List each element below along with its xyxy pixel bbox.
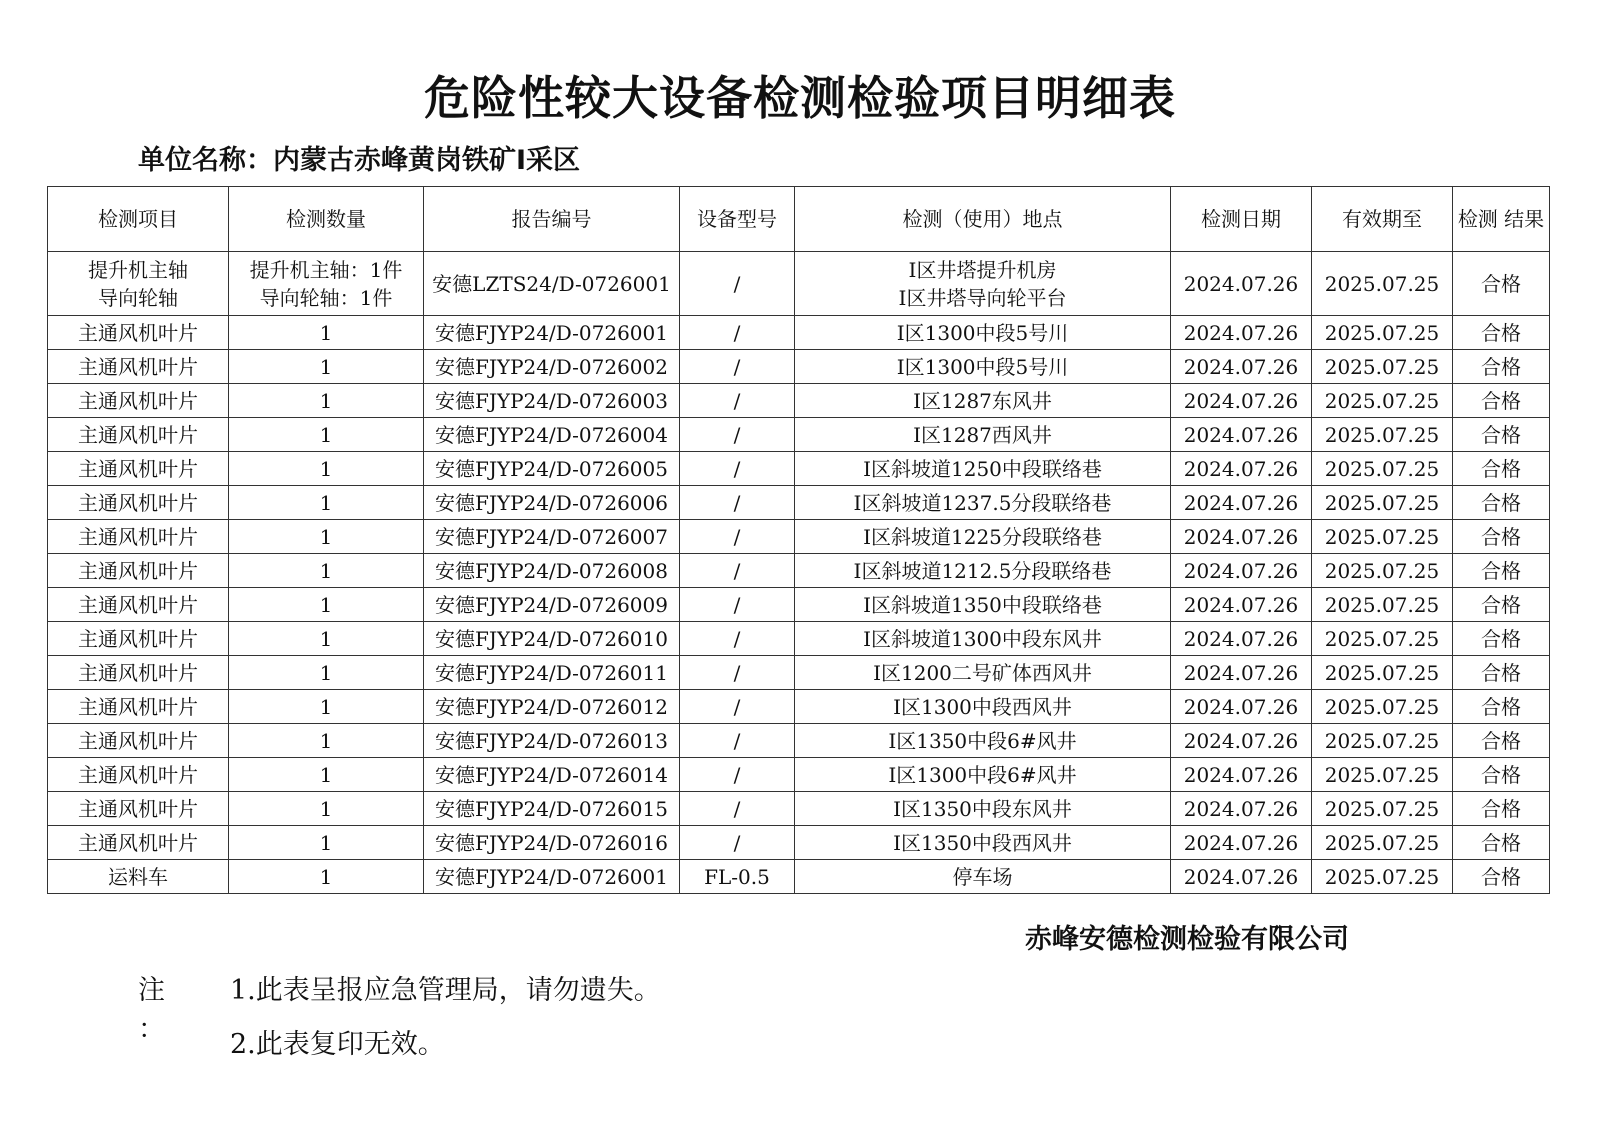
cell-item-line: 导向轮轴 — [98, 285, 178, 310]
cell-result: 合格 — [1453, 690, 1550, 724]
cell-quantity: 1 — [229, 792, 424, 826]
cell-model: / — [680, 724, 795, 758]
header-item: 检测项目 — [48, 187, 229, 252]
notes-label: 注 ： — [138, 975, 171, 1045]
cell-location — [795, 252, 1171, 316]
cell-location: Ⅰ区1350中段6#风井 — [795, 724, 1171, 758]
cell-date: 2024.07.26 — [1171, 384, 1312, 418]
cell-valid-until: 2025.07.25 — [1312, 350, 1453, 384]
cell-quantity-line: 导向轮轴：1件 — [259, 285, 393, 310]
cell-location: Ⅰ区1300中段西风井 — [795, 690, 1171, 724]
cell-quantity: 1 — [229, 520, 424, 554]
table-row — [48, 350, 1550, 384]
cell-model: / — [680, 252, 795, 316]
table-row — [48, 418, 1550, 452]
cell-report-number: 安德FJYP24/D-0726012 — [424, 690, 680, 724]
cell-location: Ⅰ区斜坡道1350中段联络巷 — [795, 588, 1171, 622]
cell-result: 合格 — [1453, 452, 1550, 486]
cell-date: 2024.07.26 — [1171, 452, 1312, 486]
cell-valid-until: 2025.07.25 — [1312, 384, 1453, 418]
cell-item: 主通风机叶片 — [48, 792, 229, 826]
cell-report-number: 安德FJYP24/D-0726014 — [424, 758, 680, 792]
table-row — [48, 860, 1550, 894]
table-row — [48, 520, 1550, 554]
cell-model: / — [680, 350, 795, 384]
cell-location: Ⅰ区1300中段6#风井 — [795, 758, 1171, 792]
cell-item: 主通风机叶片 — [48, 826, 229, 860]
cell-quantity: 1 — [229, 826, 424, 860]
cell-result: 合格 — [1453, 554, 1550, 588]
cell-report-number: 安德FJYP24/D-0726011 — [424, 656, 680, 690]
cell-item: 主通风机叶片 — [48, 690, 229, 724]
cell-result: 合格 — [1453, 486, 1550, 520]
cell-valid-until: 2025.07.25 — [1312, 316, 1453, 350]
cell-item: 运料车 — [48, 860, 229, 894]
cell-model: / — [680, 520, 795, 554]
table-row — [48, 588, 1550, 622]
cell-item: 主通风机叶片 — [48, 758, 229, 792]
cell-result: 合格 — [1453, 622, 1550, 656]
cell-location: Ⅰ区1300中段5号川 — [795, 316, 1171, 350]
cell-date: 2024.07.26 — [1171, 792, 1312, 826]
cell-report-number: 安德LZTS24/D-0726001 — [424, 252, 680, 316]
header-location: 检测（使用）地点 — [795, 187, 1171, 252]
cell-report-number: 安德FJYP24/D-0726001 — [424, 316, 680, 350]
cell-valid-until: 2025.07.25 — [1312, 826, 1453, 860]
header-result — [1453, 187, 1550, 252]
cell-result: 合格 — [1453, 860, 1550, 894]
cell-item — [48, 252, 229, 316]
cell-item: 主通风机叶片 — [48, 656, 229, 690]
table-row — [48, 486, 1550, 520]
table-row — [48, 724, 1550, 758]
cell-model: / — [680, 316, 795, 350]
cell-location: Ⅰ区1350中段西风井 — [795, 826, 1171, 860]
table-row — [48, 384, 1550, 418]
cell-location: Ⅰ区斜坡道1212.5分段联络巷 — [795, 554, 1171, 588]
table-row — [48, 452, 1550, 486]
cell-model: / — [680, 452, 795, 486]
cell-valid-until: 2025.07.25 — [1312, 486, 1453, 520]
cell-report-number: 安德FJYP24/D-0726001 — [424, 860, 680, 894]
table-row — [48, 316, 1550, 350]
cell-result: 合格 — [1453, 520, 1550, 554]
cell-quantity: 1 — [229, 724, 424, 758]
cell-report-number: 安德FJYP24/D-0726003 — [424, 384, 680, 418]
cell-item: 主通风机叶片 — [48, 452, 229, 486]
cell-quantity-line: 提升机主轴：1件 — [249, 257, 403, 282]
cell-model: / — [680, 588, 795, 622]
cell-report-number: 安德FJYP24/D-0726004 — [424, 418, 680, 452]
cell-model: FL-0.5 — [680, 860, 795, 894]
cell-item: 主通风机叶片 — [48, 384, 229, 418]
cell-valid-until: 2025.07.25 — [1312, 520, 1453, 554]
cell-location: Ⅰ区斜坡道1300中段东风井 — [795, 622, 1171, 656]
header-report-number: 报告编号 — [424, 187, 680, 252]
cell-result: 合格 — [1453, 316, 1550, 350]
cell-quantity: 1 — [229, 860, 424, 894]
cell-valid-until: 2025.07.25 — [1312, 622, 1453, 656]
cell-model: / — [680, 656, 795, 690]
cell-location: Ⅰ区1200二号矿体西风井 — [795, 656, 1171, 690]
cell-location-line: Ⅰ区井塔提升机房 — [908, 257, 1057, 282]
cell-location: 停车场 — [795, 860, 1171, 894]
cell-report-number: 安德FJYP24/D-0726010 — [424, 622, 680, 656]
cell-result: 合格 — [1453, 792, 1550, 826]
cell-quantity: 1 — [229, 758, 424, 792]
cell-location: Ⅰ区1287西风井 — [795, 418, 1171, 452]
cell-date: 2024.07.26 — [1171, 724, 1312, 758]
cell-date: 2024.07.26 — [1171, 656, 1312, 690]
cell-valid-until: 2025.07.25 — [1312, 690, 1453, 724]
table-row — [48, 252, 1550, 316]
cell-valid-until: 2025.07.25 — [1312, 588, 1453, 622]
cell-date: 2024.07.26 — [1171, 758, 1312, 792]
cell-quantity: 1 — [229, 622, 424, 656]
cell-result: 合格 — [1453, 724, 1550, 758]
cell-valid-until: 2025.07.25 — [1312, 418, 1453, 452]
cell-model: / — [680, 486, 795, 520]
table-row — [48, 656, 1550, 690]
header-date: 检测日期 — [1171, 187, 1312, 252]
inspection-table — [47, 186, 1550, 894]
cell-valid-until: 2025.07.25 — [1312, 554, 1453, 588]
cell-quantity: 1 — [229, 588, 424, 622]
cell-quantity: 1 — [229, 316, 424, 350]
cell-quantity: 1 — [229, 452, 424, 486]
cell-report-number: 安德FJYP24/D-0726013 — [424, 724, 680, 758]
cell-item: 主通风机叶片 — [48, 588, 229, 622]
header-quantity: 检测数量 — [229, 187, 424, 252]
cell-valid-until: 2025.07.25 — [1312, 252, 1453, 316]
page-title: 危险性较大设备检测检验项目明细表 — [424, 71, 1176, 125]
cell-location: Ⅰ区1300中段5号川 — [795, 350, 1171, 384]
cell-item: 主通风机叶片 — [48, 520, 229, 554]
cell-model: / — [680, 384, 795, 418]
cell-result: 合格 — [1453, 384, 1550, 418]
cell-quantity: 1 — [229, 554, 424, 588]
cell-model: / — [680, 758, 795, 792]
header-valid-until: 有效期至 — [1312, 187, 1453, 252]
cell-item: 主通风机叶片 — [48, 724, 229, 758]
unit-name-line: 单位名称：内蒙古赤峰黄岗铁矿Ⅰ采区 — [138, 145, 581, 176]
cell-date: 2024.07.26 — [1171, 486, 1312, 520]
cell-date: 2024.07.26 — [1171, 860, 1312, 894]
cell-quantity: 1 — [229, 418, 424, 452]
cell-item: 主通风机叶片 — [48, 418, 229, 452]
cell-item: 主通风机叶片 — [48, 316, 229, 350]
cell-report-number: 安德FJYP24/D-0726007 — [424, 520, 680, 554]
cell-quantity: 1 — [229, 350, 424, 384]
cell-date: 2024.07.26 — [1171, 418, 1312, 452]
cell-location: Ⅰ区1350中段东风井 — [795, 792, 1171, 826]
table-header-row — [48, 187, 1550, 252]
header-model: 设备型号 — [680, 187, 795, 252]
cell-quantity: 1 — [229, 656, 424, 690]
note-item: 2.此表复印无效。 — [230, 1029, 445, 1060]
header-result-line: 检测 — [1457, 206, 1498, 231]
cell-date: 2024.07.26 — [1171, 588, 1312, 622]
cell-result: 合格 — [1453, 656, 1550, 690]
note-item: 1.此表呈报应急管理局，请勿遗失。 — [230, 975, 661, 1006]
cell-result: 合格 — [1453, 588, 1550, 622]
cell-quantity — [229, 252, 424, 316]
cell-valid-until: 2025.07.25 — [1312, 758, 1453, 792]
table-row — [48, 690, 1550, 724]
cell-date: 2024.07.26 — [1171, 554, 1312, 588]
cell-location: Ⅰ区1287东风井 — [795, 384, 1171, 418]
table-row — [48, 826, 1550, 860]
cell-location: Ⅰ区斜坡道1237.5分段联络巷 — [795, 486, 1171, 520]
cell-date: 2024.07.26 — [1171, 622, 1312, 656]
cell-result: 合格 — [1453, 350, 1550, 384]
cell-valid-until: 2025.07.25 — [1312, 452, 1453, 486]
cell-valid-until: 2025.07.25 — [1312, 656, 1453, 690]
cell-report-number: 安德FJYP24/D-0726005 — [424, 452, 680, 486]
cell-report-number: 安德FJYP24/D-0726002 — [424, 350, 680, 384]
cell-quantity: 1 — [229, 384, 424, 418]
cell-valid-until: 2025.07.25 — [1312, 860, 1453, 894]
cell-result: 合格 — [1453, 418, 1550, 452]
cell-item: 主通风机叶片 — [48, 486, 229, 520]
cell-item: 主通风机叶片 — [48, 554, 229, 588]
cell-result: 合格 — [1453, 826, 1550, 860]
cell-model: / — [680, 690, 795, 724]
table-row — [48, 792, 1550, 826]
cell-date: 2024.07.26 — [1171, 520, 1312, 554]
table-row — [48, 758, 1550, 792]
cell-location: Ⅰ区斜坡道1250中段联络巷 — [795, 452, 1171, 486]
cell-date: 2024.07.26 — [1171, 350, 1312, 384]
cell-quantity: 1 — [229, 690, 424, 724]
cell-location: Ⅰ区斜坡道1225分段联络巷 — [795, 520, 1171, 554]
cell-valid-until: 2025.07.25 — [1312, 792, 1453, 826]
header-result-line: 结果 — [1504, 206, 1545, 231]
cell-date: 2024.07.26 — [1171, 252, 1312, 316]
cell-item: 主通风机叶片 — [48, 622, 229, 656]
cell-report-number: 安德FJYP24/D-0726008 — [424, 554, 680, 588]
cell-model: / — [680, 418, 795, 452]
cell-date: 2024.07.26 — [1171, 690, 1312, 724]
cell-model: / — [680, 622, 795, 656]
cell-result: 合格 — [1453, 252, 1550, 316]
cell-model: / — [680, 826, 795, 860]
cell-item-line: 提升机主轴 — [88, 257, 188, 282]
table-row — [48, 554, 1550, 588]
table-row — [48, 622, 1550, 656]
cell-location-line: Ⅰ区井塔导向轮平台 — [898, 285, 1067, 310]
cell-report-number: 安德FJYP24/D-0726015 — [424, 792, 680, 826]
cell-valid-until: 2025.07.25 — [1312, 724, 1453, 758]
cell-item: 主通风机叶片 — [48, 350, 229, 384]
cell-quantity: 1 — [229, 486, 424, 520]
cell-report-number: 安德FJYP24/D-0726006 — [424, 486, 680, 520]
cell-report-number: 安德FJYP24/D-0726016 — [424, 826, 680, 860]
cell-model: / — [680, 792, 795, 826]
company-name: 赤峰安德检测检验有限公司 — [1025, 924, 1349, 955]
cell-report-number: 安德FJYP24/D-0726009 — [424, 588, 680, 622]
cell-model: / — [680, 554, 795, 588]
cell-result: 合格 — [1453, 758, 1550, 792]
cell-date: 2024.07.26 — [1171, 316, 1312, 350]
cell-date: 2024.07.26 — [1171, 826, 1312, 860]
